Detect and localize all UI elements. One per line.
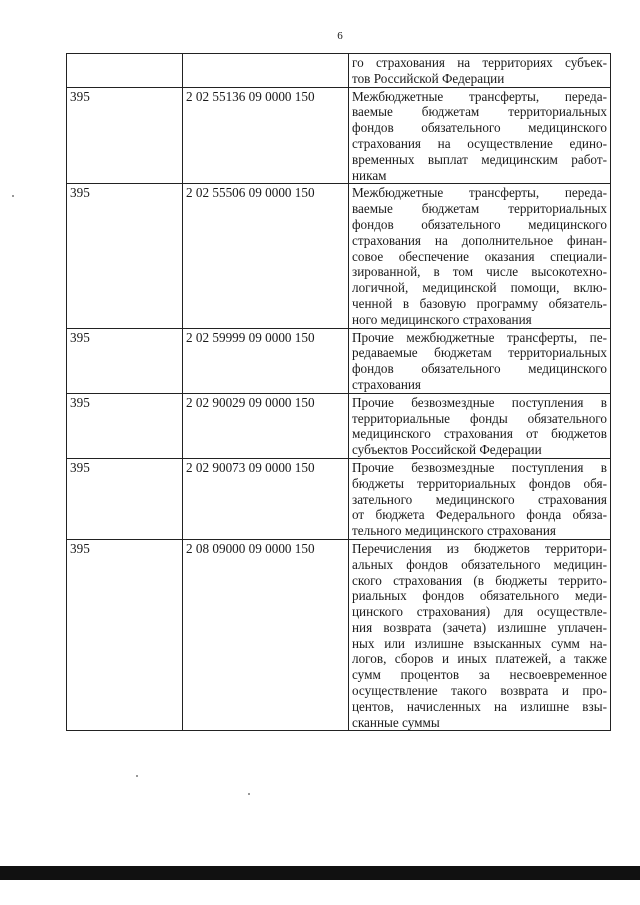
budget-code-cell: 2 08 09000 09 0000 150 [183,539,349,731]
description-line: территориальные фонды обязательного [352,410,607,426]
description-line: тельного медицинского страхования [352,523,556,539]
description-line: от бюджета Федерального фонда обяза- [352,507,607,523]
budget-code-cell: 2 02 55506 09 0000 150 [183,184,349,328]
description-cell [349,328,611,393]
description-line: медицинского страхования от бюджетов [352,426,607,442]
description-cell [349,184,611,328]
description-line: риальных фондов обязательного меди- [352,588,607,604]
description-line: временных выплат медицинским работ- [352,151,607,167]
table-row [67,54,611,88]
description-line: ния возврата (зачета) излишне уплачен- [352,619,607,635]
description-line: ных или излишне взысканных сумм на- [352,635,607,651]
description-line: логов, сборов и иных платежей, а также [352,651,607,667]
description-line: фондов обязательного медицинского [352,120,607,136]
description-line: сканные суммы [352,714,440,730]
description-line: совое обеспечение оказания специали- [352,248,607,264]
table-row [67,328,611,393]
table-row [67,393,611,458]
table-row [67,458,611,539]
table-row [67,87,611,184]
scan-speck [12,195,14,197]
description-line: осуществление такого возврата и про- [352,683,607,699]
budget-classification-table [66,53,611,731]
description-line: логичной, медицинской помощи, вклю- [352,280,607,296]
admin-code-cell: 395 [67,184,183,328]
budget-code-cell [183,54,349,88]
description-cell [349,539,611,731]
scan-speck [136,775,138,777]
description-line: фондов обязательного медицинского [352,361,607,377]
scan-speck [248,793,250,795]
description-line: Межбюджетные трансферты, переда- [352,185,607,201]
description-line: фондов обязательного медицинского [352,216,607,232]
description-line: бюджеты территориальных фондов обя- [352,475,607,491]
scan-bottom-edge [0,866,640,880]
description-line: никам [352,167,387,183]
budget-code-cell: 2 02 90073 09 0000 150 [183,458,349,539]
admin-code-cell: 395 [67,87,183,184]
description-line: страхования [352,376,421,392]
description-line: ченной в базовую программу обязатель- [352,295,607,311]
description-line: Перечисления из бюджетов территори- [352,540,607,556]
description-line: редаваемые бюджетам территориальных [352,345,607,361]
description-cell [349,54,611,88]
description-line: сумм процентов за несвоевременное [352,667,607,683]
admin-code-cell [67,54,183,88]
admin-code-cell: 395 [67,393,183,458]
description-line: страхования на дополнительное финан- [352,232,607,248]
description-line: Прочие безвозмездные поступления в [352,459,607,475]
admin-code-cell: 395 [67,539,183,731]
description-line: ного медицинского страхования [352,311,532,327]
description-line: го страхования на территориях субъек- [352,55,607,70]
budget-code-cell: 2 02 90029 09 0000 150 [183,393,349,458]
description-line: страхования на осуществление едино- [352,135,607,151]
admin-code-cell: 395 [67,458,183,539]
description-line: Прочие межбюджетные трансферты, пе- [352,329,607,345]
description-line: цинского страхования) для осуществле- [352,604,607,620]
description-line: ваемые бюджетам территориальных [352,104,607,120]
description-line: тов Российской Федерации [352,70,505,86]
description-line: ского страхования (в бюджеты террито- [352,572,607,588]
description-line: Прочие безвозмездные поступления в [352,394,607,410]
description-cell [349,393,611,458]
description-line: субъектов Российской Федерации [352,442,542,458]
budget-code-cell: 2 02 59999 09 0000 150 [183,328,349,393]
page-number: 6 [337,30,343,42]
description-line: Межбюджетные трансферты, переда- [352,88,607,104]
description-cell [349,458,611,539]
table-row [67,539,611,731]
description-cell [349,87,611,184]
description-line: зательного медицинского страхования [352,491,607,507]
description-line: альных фондов обязательного медицин- [352,556,607,572]
description-line: зированной, в том числе высокотехно- [352,264,607,280]
description-line: ваемые бюджетам территориальных [352,201,607,217]
description-line: центов, начисленных на излишне взы- [352,698,607,714]
budget-code-cell: 2 02 55136 09 0000 150 [183,87,349,184]
table-row [67,184,611,328]
admin-code-cell: 395 [67,328,183,393]
table-body [67,54,611,731]
